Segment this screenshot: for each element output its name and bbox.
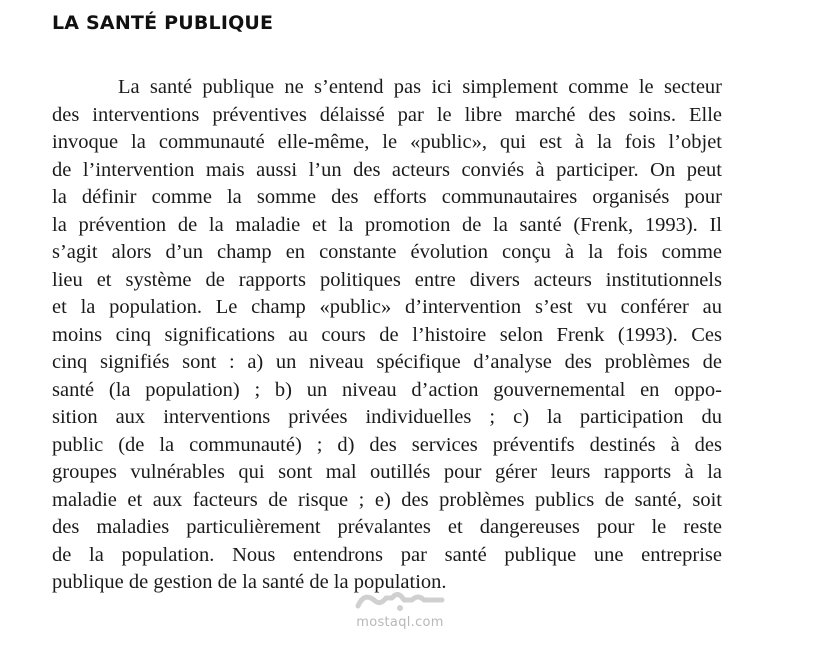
body-paragraph xyxy=(52,74,722,597)
paragraph-line: des interventions préventives délaissé par le libre marché des soins. Elle xyxy=(52,103,722,126)
paragraph-line: publique de gestion de la santé de la population. xyxy=(52,571,447,593)
paragraph-line: la prévention de la maladie et la promotion de la santé (Frenk, 1993). Il xyxy=(52,213,722,236)
paragraph-line: de la population. Nous entendrons par santé publique une entreprise xyxy=(52,543,722,566)
paragraph-line: lieu et système de rapports politiques entre divers acteurs institutionnels xyxy=(52,268,722,291)
section-heading: LA SANTÉ PUBLIQUE xyxy=(52,12,274,34)
paragraph-line: maladie et aux facteurs de risque ; e) des problèmes publics de santé, soit xyxy=(52,488,722,511)
paragraph-line: La santé publique ne s’entend pas ici simplement comme le secteur xyxy=(118,76,722,98)
paragraph-line: sition aux interventions privées individuelles ; c) la participation du xyxy=(52,406,722,428)
paragraph-line: et la population. Le champ «public» d’intervention s’est vu conférer au xyxy=(52,296,722,318)
paragraph-line: s’agit alors d’un champ en constante évolution conçu à la fois comme xyxy=(52,241,722,263)
paragraph-line: groupes vulnérables qui sont mal outillés pour gérer leurs rapports à la xyxy=(52,461,722,483)
paragraph-line: la définir comme la somme des efforts communautaires organisés pour xyxy=(52,186,722,208)
paragraph-line: moins cinq significations au cours de l’histoire selon Frenk (1993). Ces xyxy=(52,323,722,346)
paragraph-line: santé (la population) ; b) un niveau d’action gouvernemental en oppo- xyxy=(52,378,722,401)
paragraph-line: des maladies particulièrement prévalantes et dangereuses pour le reste xyxy=(52,516,722,538)
paragraph-line: cinq signifiés sont : a) un niveau spécifique d’analyse des problèmes de xyxy=(52,351,722,373)
paragraph-line: de l’intervention mais aussi l’un des acteurs conviés à participer. On peut xyxy=(52,158,722,181)
watermark-site-text: mostaql.com xyxy=(356,615,444,630)
paragraph-line: invoque la communauté elle-même, le «public», qui est à la fois l’objet xyxy=(52,131,722,153)
paragraph-line: public (de la communauté) ; d) des services préventifs destinés à des xyxy=(52,433,722,456)
